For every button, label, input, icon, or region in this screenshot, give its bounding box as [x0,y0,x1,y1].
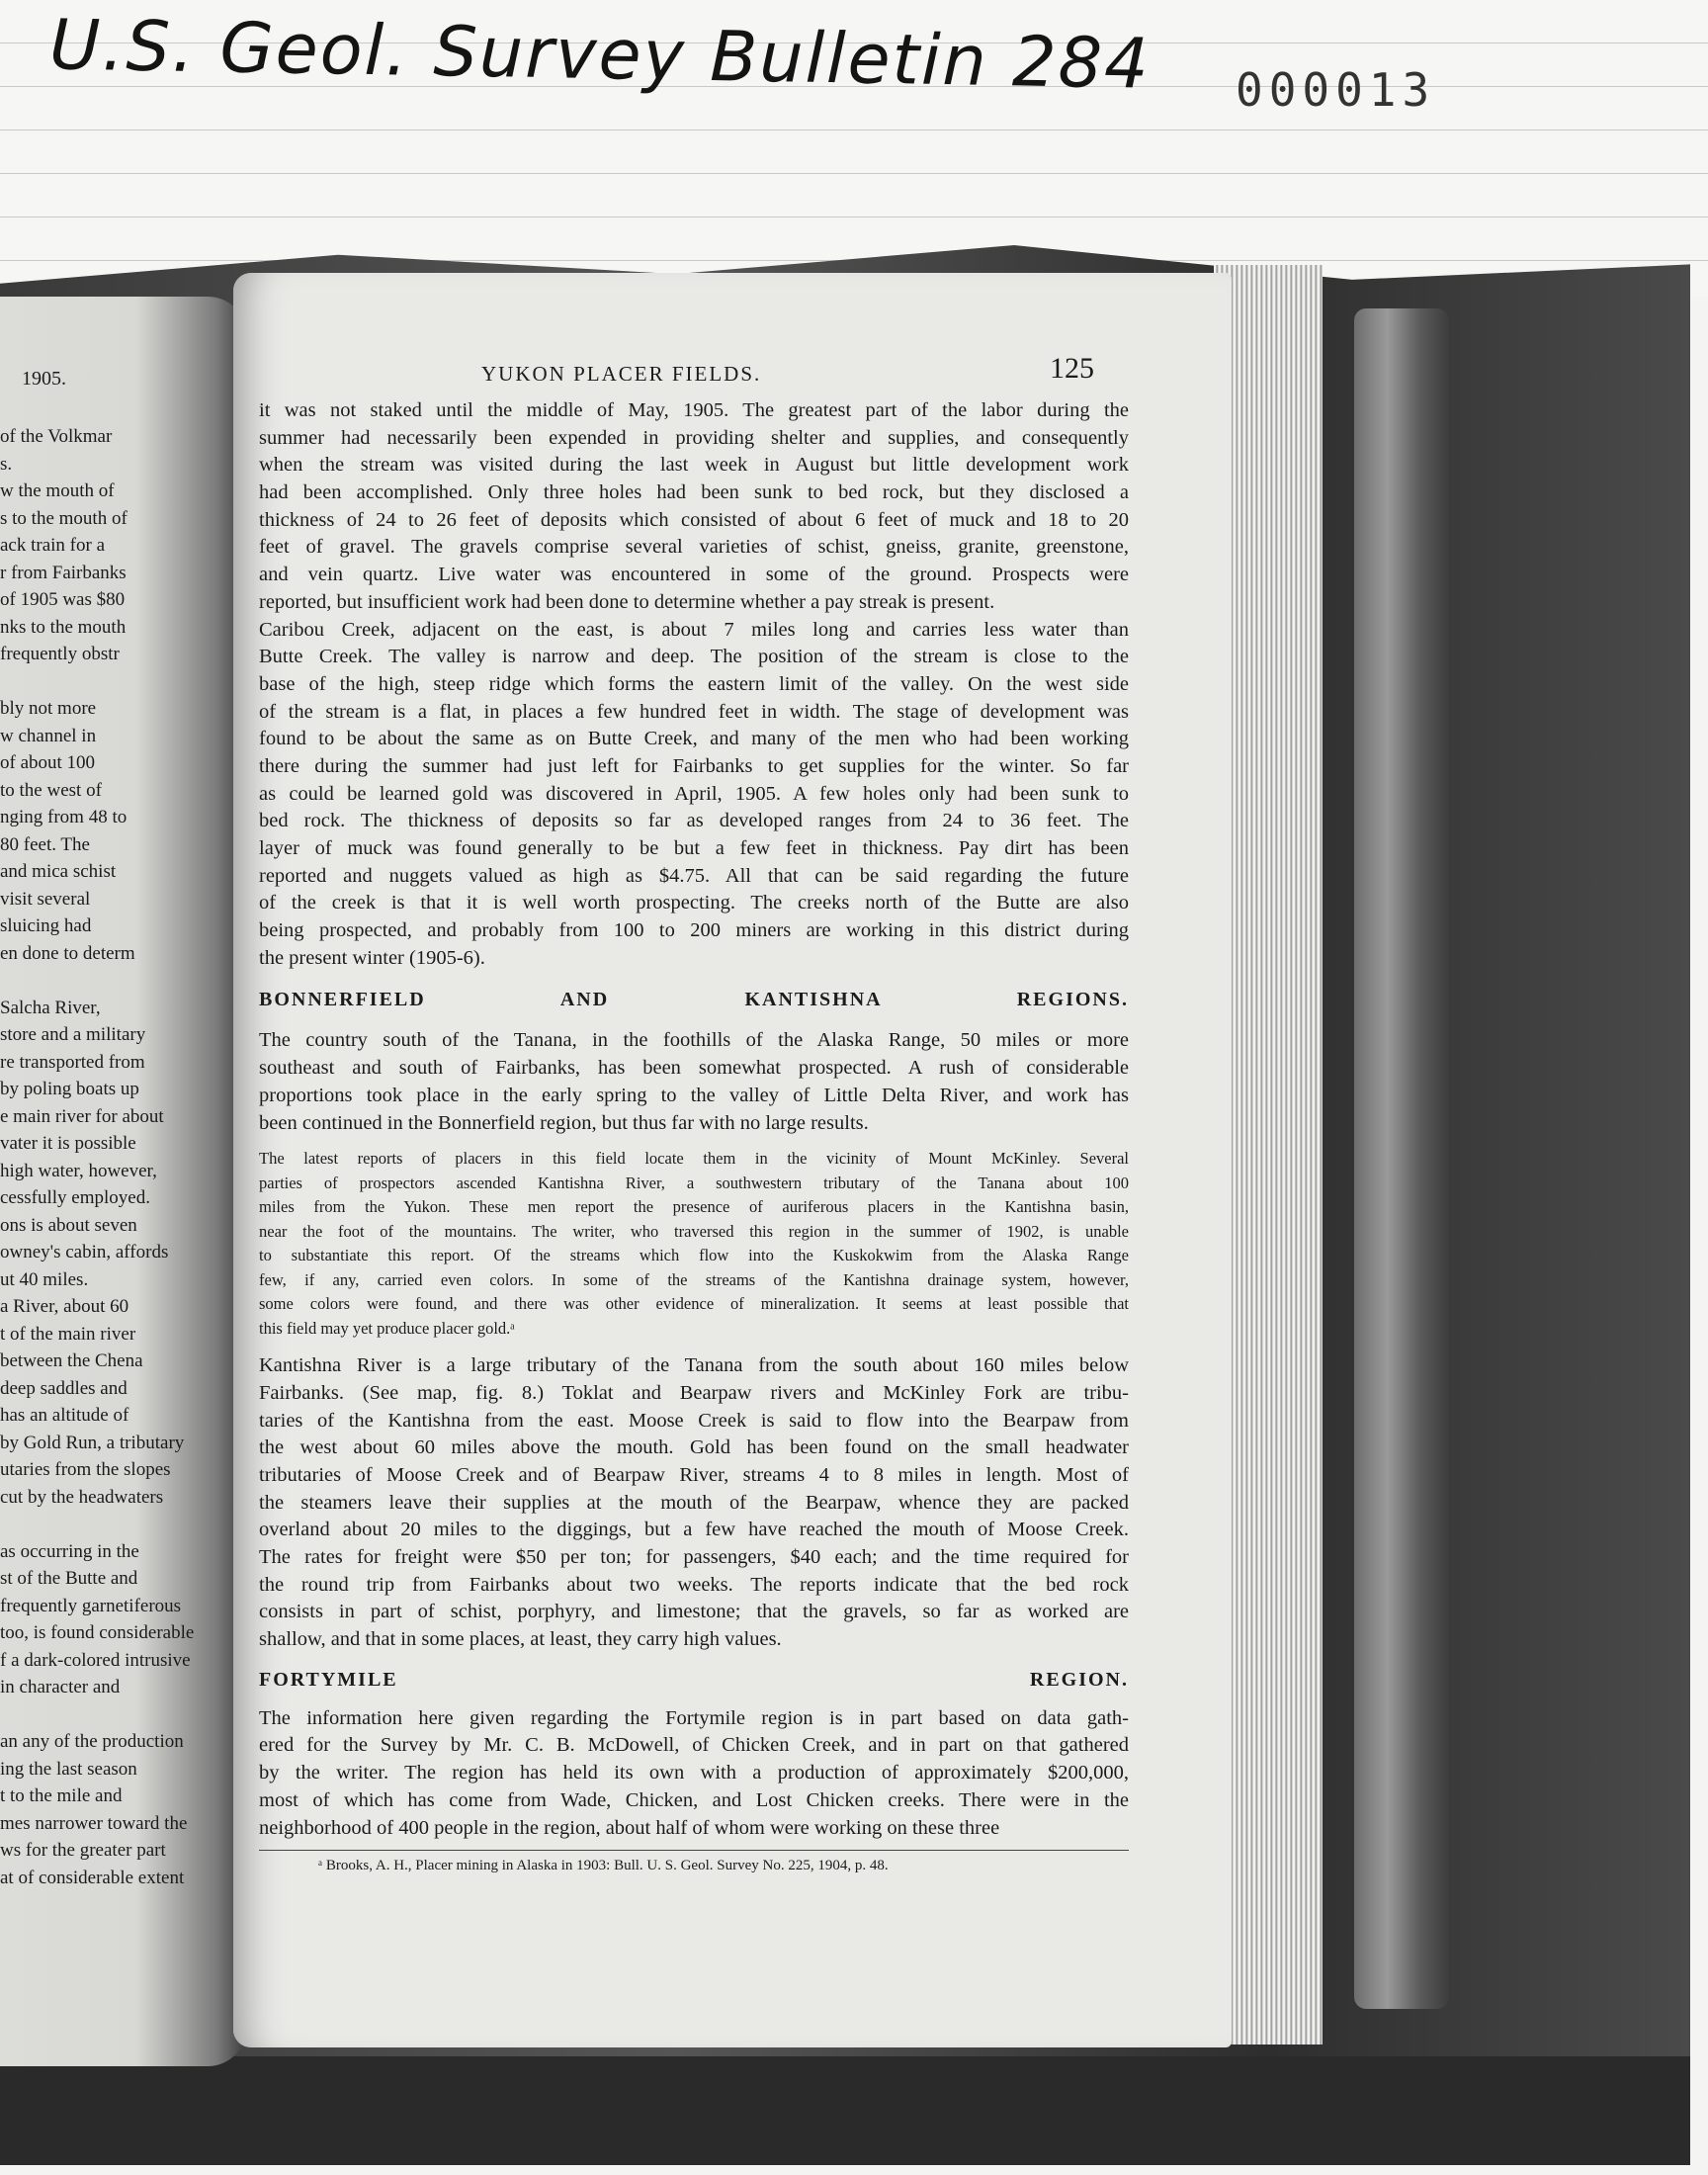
text-line: been continued in the Bonnerfield region, but thus far with no large results. [259,1111,869,1134]
left-page-line: frequently garnetiferous [0,1595,182,1616]
text-line: few, if any, carried even colors. In some of the streams of the Kantishna drainage system, however, [259,1269,1129,1289]
left-page-line: utaries from the slopes [0,1459,171,1480]
left-page-line: ons is about seven [0,1214,137,1236]
left-page-line: w channel in [0,725,97,746]
left-page-line: visit several [0,888,91,910]
running-title: YUKON PLACER FIELDS. [481,362,762,386]
paragraph-4-small [259,1147,1129,1341]
left-page-line: to the west of [0,779,102,801]
text-line: Butte Creek. The valley is narrow and deep. The position of the stream is close to the [259,646,1129,668]
text-line: Caribou Creek, adjacent on the east, is about 7 miles long and carries less water than [259,618,1129,641]
text-line: base of the high, steep ridge which forms the eastern limit of the valley. On the west side [259,672,1129,695]
left-page-line: Salcha River, [0,997,101,1018]
left-page-line: nging from 48 to [0,807,128,827]
text-line: the west about 60 miles above the mouth. Gold has been found on the small headwater [259,1436,1129,1459]
text-line: miles from the Yukon. These men report the presence of auriferous placers in the Kantishna basin, [259,1197,1129,1217]
left-page-line: as occurring in the [0,1540,139,1562]
left-page-line: at of considerable extent [0,1867,185,1888]
text-line: Fairbanks. (See map, fig. 8.) Toklat and Bearpaw rivers and McKinley Fork are tribu- [259,1381,1129,1404]
left-page-number: 1905. [22,368,66,390]
text-line: parties of prospectors ascended Kantishna River, a southwestern tributary of the Tanana about 100 [259,1173,1129,1192]
text-line: reported and nuggets valued as high as $4.75. All that can be said regarding the future [259,864,1129,887]
text-line: The rates for freight were $50 per ton; for passengers, $40 each; and the time required for [259,1546,1129,1568]
left-page-line: e main river for about [0,1105,164,1127]
text-line: summer had necessarily been expended in providing shelter and supplies, and consequently [259,426,1129,449]
left-page-line: s. [0,453,13,475]
text-line: The country south of the Tanana, in the foothills of the Alaska Range, 50 miles or more [259,1029,1129,1052]
text-line: reported, but insufficient work had been done to determine whether a pay streak is present. [259,590,995,613]
left-page-line: sluicing had [0,915,92,936]
page-number: 125 [1050,352,1094,385]
left-page-line: frequently obstr [0,644,120,664]
text-line: ered for the Survey by Mr. C. B. McDowell, of Chicken Creek, and in part on that gathered [259,1734,1129,1757]
left-page-line: nks to the mouth [0,616,127,638]
left-page-line: by Gold Run, a tributary [0,1432,185,1453]
left-page-line: w the mouth of [0,480,115,501]
left-page-line: t of the main river [0,1323,136,1345]
text-line: had been accomplished. Only three holes had been sunk to bed rock, but they disclosed a [259,481,1129,504]
stamp-number: 000013 [1236,63,1436,117]
text-line: near the foot of the mountains. The writer, who traversed this region in the summer of 1902, is unable [259,1221,1129,1241]
text-line: there during the summer had just left for Fairbanks to get supplies for the winter. So far [259,754,1129,777]
footnote: ᵃ Brooks, A. H., Placer mining in Alaska in 1903: Bull. U. S. Geol. Survey No. 225, 1904, p. 48. [318,1858,889,1874]
left-page-line [0,967,247,995]
dark-bottom-band [0,2056,1690,2165]
left-page-line: owney's cabin, affords [0,1242,169,1262]
text-line: to substantiate this report. Of the streams which flow into the Kuskokwim from the Alaska Range [259,1246,1129,1265]
left-page-line: re transported from [0,1051,145,1073]
text-line: consists in part of schist, porphyry, and limestone; that the gravels, so far as worked are [259,1601,1129,1623]
text-line: being prospected, and probably from 100 to 200 miners are working in this district during [259,919,1129,942]
left-page-line: of about 100 [0,752,96,773]
text-line: proportions took place in the early spring to the valley of Little Delta River, and work has [259,1084,1129,1106]
left-page-line: store and a military [0,1024,146,1045]
book-spine-shadow [1354,308,1449,2009]
text-line: neighborhood of 400 people in the region, about half of whom were working on these three [259,1816,1000,1839]
text-line: tributaries of Moose Creek and of Bearpaw River, streams 4 to 8 miles in length. Most of [259,1463,1129,1486]
left-page-line: 80 feet. The [0,833,90,855]
text-line: the steamers leave their supplies at the mouth of the Bearpaw, whence they are packed [259,1491,1129,1514]
left-page-line: in character and [0,1677,121,1697]
left-page [0,297,247,2066]
left-page-line: bly not more [0,698,97,719]
text-line: shallow, and that in some places, at least, they carry high values. [259,1628,782,1651]
text-line: of the stream is a flat, in places a few hundred feet in width. The stage of development was [259,700,1129,723]
left-page-line: st of the Butte and [0,1568,138,1589]
paragraph-3 [259,1027,1129,1137]
text-line: The latest reports of placers in this field locate them in the vicinity of Mount McKinley. Several [259,1149,1129,1169]
left-page-line: s to the mouth of [0,507,128,529]
left-page-line: r from Fairbanks [0,562,127,583]
left-page-line: t to the mile and [0,1785,123,1806]
text-line: by the writer. The region has held its own with a production of approximately $200,000, [259,1762,1129,1784]
left-page-line: too, is found considerable [0,1622,195,1643]
body-text [259,397,1129,1879]
left-page-line: deep saddles and [0,1377,128,1399]
left-page-line: by poling boats up [0,1079,139,1099]
left-page-line: ws for the greater part [0,1840,166,1861]
handwritten-title: U.S. Geol. Survey Bulletin 284 [48,4,1152,105]
text-line: the present winter (1905-6). [259,946,485,969]
left-page-line: ack train for a [0,535,106,556]
left-page-line: ut 40 miles. [0,1268,89,1290]
text-line: thickness of 24 to 26 feet of deposits which consisted of about 6 feet of muck and 18 to 20 [259,508,1129,531]
text-line: and vein quartz. Live water was encountered in some of the ground. Prospects were [259,564,1129,586]
left-page-line: en done to determ [0,942,135,964]
left-page-line: between the Chena [0,1350,143,1371]
text-line: The information here given regarding the Fortymile region is in part based on data gath- [259,1706,1129,1729]
left-page-line: mes narrower toward the [0,1812,188,1834]
left-page-line: vater it is possible [0,1133,136,1154]
text-line: found to be about the same as on Butte Creek, and many of the men who had been working [259,728,1129,750]
text-line: as could be learned gold was discovered in April, 1905. A few holes only had been sunk to [259,782,1129,805]
text-line: taries of the Kantishna from the east. Moose Creek is said to flow into the Bearpaw from [259,1409,1129,1432]
left-page-line [0,668,247,696]
text-line: southeast and south of Fairbanks, has been somewhat prospected. A rush of considerable [259,1057,1129,1080]
text-line: feet of gravel. The gravels comprise several varieties of schist, gneiss, granite, greenstone, [259,536,1129,559]
paragraph-1 [259,397,1129,617]
left-page-line: of the Volkmar [0,426,113,447]
left-page-line [0,1511,247,1538]
left-page-line: high water, however, [0,1160,157,1181]
text-line: of the creek is that it is well worth prospecting. The creeks north of the Butte are also [259,892,1129,914]
right-page [233,273,1232,2047]
text-line: this field may yet produce placer gold.ᵃ [259,1318,515,1338]
paragraph-6 [259,1705,1129,1842]
left-page-line: an any of the production [0,1731,184,1752]
left-page-line: cessfully employed. [0,1187,150,1208]
paragraph-2 [259,617,1129,973]
text-line: most of which has come from Wade, Chicken, and Lost Chicken creeks. There were in the [259,1788,1129,1811]
left-page-line [0,1701,247,1729]
left-page-line: has an altitude of [0,1405,129,1426]
left-page-line: f a dark-colored intrusive [0,1649,191,1671]
section-heading-bonnerfield: BONNERFIELD AND KANTISHNA REGIONS. [259,989,1129,1011]
left-page-line: and mica schist [0,861,117,882]
left-page-line: of 1905 was $80 [0,589,126,610]
left-page-text [0,423,247,1891]
left-page-line: ing the last season [0,1758,137,1780]
left-page-line: cut by the headwaters [0,1486,164,1508]
left-page-line: a River, about 60 [0,1296,129,1317]
text-line: overland about 20 miles to the diggings, but a few have reached the mouth of Moose Creek. [259,1519,1129,1541]
section-heading-fortymile: FORTYMILE REGION. [259,1668,1129,1691]
text-line: Kantishna River is a large tributary of the Tanana from the south about 160 miles below [259,1354,1129,1377]
paragraph-5 [259,1352,1129,1654]
text-line: layer of muck was found generally to be but a few feet in thickness. Pay dirt has been [259,837,1129,859]
text-line: some colors were found, and there was other evidence of mineralization. It seems at least possible that [259,1294,1129,1314]
text-line: it was not staked until the middle of May, 1905. The greatest part of the labor during the [259,399,1129,421]
text-line: when the stream was visited during the last week in August but little development work [259,454,1129,477]
text-line: the round trip from Fairbanks about two weeks. The reports indicate that the bed rock [259,1573,1129,1596]
text-line: bed rock. The thickness of deposits so far as developed ranges from 24 to 36 feet. The [259,810,1129,832]
